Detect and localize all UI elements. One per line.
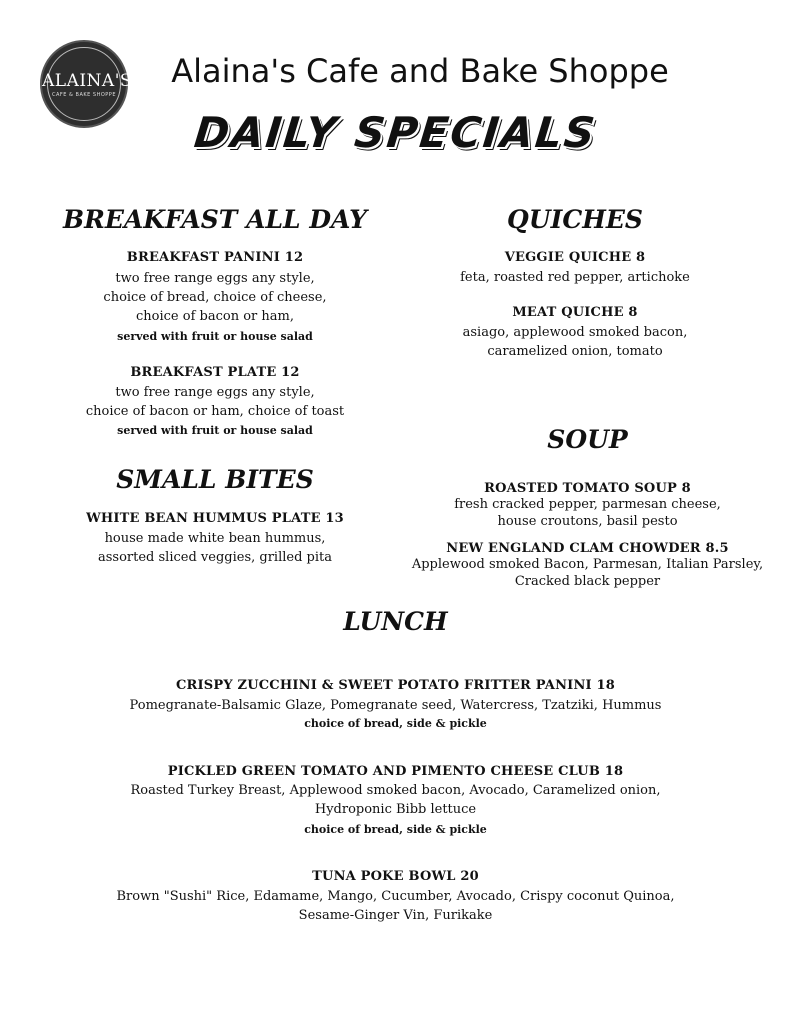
desc-line: Brown "Sushi" Rice, Edamame, Mango, Cucumber, Avocado, Crispy coconut Quinoa, (116, 889, 675, 904)
breakfast-plate-title: BREAKFAST PLATE 12 (130, 365, 300, 380)
desc-line: house croutons, basil pesto (497, 514, 678, 529)
desc-line: Pomegranate-Balsamic Glaze, Pomegranate seed, Watercress, Tzatziki, Hummus (129, 698, 662, 713)
desc-line: choice of bacon or ham, choice of toast (85, 404, 345, 419)
desc-line: Cracked black pepper (514, 574, 661, 589)
desc-line: Sesame-Ginger Vin, Furikake (298, 908, 493, 923)
fritter-panini-title: CRISPY ZUCCHINI & SWEET POTATO FRITTER PANINI 18 (175, 678, 616, 693)
fritter-panini-description (0, 696, 791, 715)
pimento-club-note: choice of bread, side & pickle (304, 823, 487, 836)
pimento-club-description (0, 781, 791, 819)
desc-line: house made white bean hummus, (104, 531, 326, 546)
veggie-quiche-description (400, 268, 750, 287)
poke-bowl-description (0, 887, 791, 925)
small-bites-heading: SMALL BITES (116, 465, 314, 494)
logo-name: ALAINA'S (42, 71, 133, 91)
soup-heading: SOUP (547, 425, 628, 454)
desc-line: two free range eggs any style, (115, 271, 315, 286)
breakfast-panini-title: BREAKFAST PANINI 12 (126, 250, 304, 265)
logo-tagline: CAFE & BAKE SHOPPE (52, 92, 116, 98)
clam-chowder-title: NEW ENGLAND CLAM CHOWDER 8.5 (446, 541, 729, 556)
desc-line: Roasted Turkey Breast, Applewood smoked bacon, Avocado, Caramelized onion, (130, 783, 661, 798)
desc-line: choice of bread, choice of cheese, (103, 290, 327, 305)
desc-line: asiago, applewood smoked bacon, (462, 325, 688, 340)
tomato-soup-title: ROASTED TOMATO SOUP 8 (484, 481, 691, 496)
meat-quiche-title: MEAT QUICHE 8 (512, 305, 638, 320)
veggie-quiche-title: VEGGIE QUICHE 8 (504, 250, 646, 265)
breakfast-heading: BREAKFAST ALL DAY (62, 205, 368, 234)
hummus-plate-description (40, 529, 390, 567)
lunch-heading: LUNCH (343, 607, 448, 636)
breakfast-plate-description (40, 383, 390, 421)
desc-line: fresh cracked pepper, parmesan cheese, (454, 497, 721, 512)
desc-line: two free range eggs any style, (115, 385, 315, 400)
desc-line: assorted sliced veggies, grilled pita (98, 550, 332, 565)
poke-bowl-title: TUNA POKE BOWL 20 (312, 869, 479, 884)
quiches-heading: QUICHES (507, 205, 643, 234)
daily-specials-title (0, 108, 791, 157)
pimento-club-title: PICKLED GREEN TOMATO AND PIMENTO CHEESE CLUB 18 (167, 764, 624, 779)
daily-specials-text: DAILY SPECIALS (191, 108, 600, 157)
desc-line: Hydroponic Bibb lettuce (314, 802, 477, 817)
desc-line: feta, roasted red pepper, artichoke (460, 270, 690, 285)
cafe-title: Alaina's Cafe and Bake Shoppe (171, 52, 669, 90)
hummus-plate-title: WHITE BEAN HUMMUS PLATE 13 (86, 511, 344, 526)
desc-line: caramelized onion, tomato (487, 344, 663, 359)
desc-line: Applewood smoked Bacon, Parmesan, Italian Parsley, (411, 557, 764, 572)
tomato-soup-description (400, 496, 775, 530)
breakfast-panini-description (40, 269, 390, 326)
breakfast-plate-note: served with fruit or house salad (117, 424, 313, 437)
desc-line: choice of bacon or ham, (136, 309, 294, 324)
clam-chowder-description (390, 556, 785, 590)
fritter-panini-note: choice of bread, side & pickle (304, 717, 487, 730)
meat-quiche-description (400, 323, 750, 361)
breakfast-panini-note: served with fruit or house salad (117, 330, 313, 343)
